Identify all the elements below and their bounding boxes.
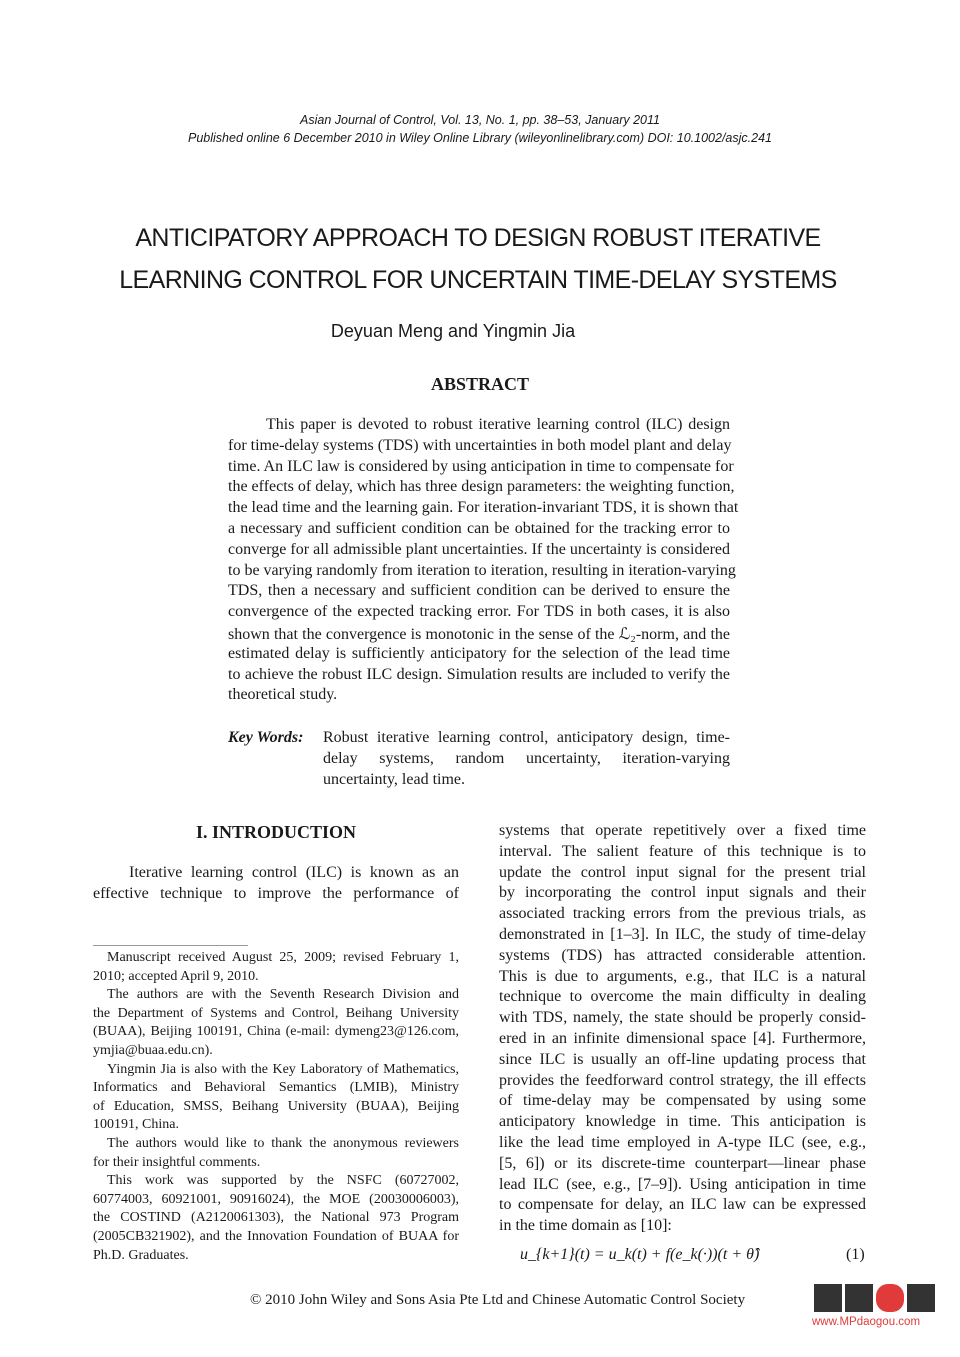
- intro-line: of time-delay may be compensated by using some: [499, 1092, 866, 1110]
- logo-url: www.MPdaogou.com: [812, 1316, 921, 1328]
- footnote-line: of Education, SMSS, Beihang University (BUAA), Beijing: [93, 1098, 459, 1114]
- keywords-line: uncertainty, lead time.: [323, 770, 466, 788]
- keywords-label: Key Words:: [228, 729, 304, 746]
- abstract-line: to be varying randomly from iteration to iteration, resulting in iteration-varying: [228, 561, 736, 579]
- abstract-line: estimated delay is sufficiently anticipatory for the selection of the lead time: [228, 644, 730, 662]
- intro-line: anticipatory knowledge in time. This anticipation is: [499, 1113, 866, 1131]
- paper-title-line-2: LEARNING CONTROL FOR UNCERTAIN TIME-DELAY SYSTEMS: [119, 266, 837, 294]
- footnote-line: ymjia@buaa.edu.cn).: [93, 1043, 213, 1058]
- equation-number: (1): [846, 1246, 865, 1263]
- footnote-line: Manuscript received August 25, 2009; revised February 1,: [107, 950, 459, 965]
- abstract-heading: ABSTRACT: [430, 374, 530, 394]
- abstract-line: the effects of delay, which has three design parameters: the weighting function,: [228, 478, 735, 496]
- intro-line: ered in an infinite dimensional space [4]. Furthermore,: [499, 1030, 866, 1047]
- keywords-line: delay systems, random uncertainty, iteration-varying: [323, 749, 730, 767]
- abstract-line: converge for all admissible plant uncertainties. If the uncertainty is considered: [228, 540, 730, 558]
- footnote-line: for their insightful comments.: [93, 1154, 261, 1170]
- journal-citation: Asian Journal of Control, Vol. 13, No. 1, pp. 38–53, January 2011: [300, 113, 660, 127]
- footnote-line: The authors are with the Seventh Research Division and: [107, 987, 459, 1003]
- abstract-line: TDS, then a necessary and sufficient condition can be derived to ensure the: [228, 582, 730, 600]
- section-heading-introduction: I. INTRODUCTION: [195, 822, 357, 842]
- footnote-line: 60774003, 60921001, 90916024), the MOE (20030006003),: [93, 1191, 459, 1207]
- footnote-line: The authors would like to thank the anonymous reviewers: [107, 1136, 459, 1151]
- intro-line: systems that operate repetitively over a fixed time: [499, 822, 866, 839]
- abstract-line: This paper is devoted to robust iterative learning control (ILC) design: [266, 416, 730, 433]
- intro-line: in the time domain as [10]:: [499, 1217, 672, 1235]
- footnote-line: (2005CB321902), and the Innovation Foundation of BUAA for: [93, 1229, 459, 1244]
- abstract-line: theoretical study.: [228, 686, 338, 704]
- intro-line: since ILC is usually an off-line updating process that: [499, 1050, 866, 1068]
- intro-line: demonstrated in [1–3]. In ILC, the study of time-delay: [499, 926, 866, 943]
- footnote-line: This work was supported by the NSFC (60727002,: [107, 1173, 459, 1189]
- intro-line: lead ILC (see, e.g., [7–9]). Using anticipation in time: [499, 1175, 866, 1193]
- footnote-line: 2010; accepted April 9, 2010.: [93, 968, 259, 984]
- intro-line: associated tracking errors from the previous trials, as: [499, 905, 866, 923]
- keywords-line: Robust iterative learning control, anticipatory design, time-: [323, 729, 730, 746]
- footnote-line: Informatics and Behavioral Semantics (LMIB), Ministry: [93, 1080, 459, 1096]
- mpdaogou-logo: [812, 1284, 938, 1336]
- footnote-line: Ph.D. Graduates.: [93, 1247, 189, 1263]
- authors: Deyuan Meng and Yingmin Jia: [330, 321, 576, 341]
- equation-1: u_{k+1}(t) = u_k(t) + f(e_k(·))(t + θ̂): [520, 1246, 760, 1263]
- intro-line: effective technique to improve the performance of: [93, 884, 459, 902]
- intro-line: Iterative learning control (ILC) is known as an: [129, 864, 459, 881]
- intro-line: technique to overcome the main difficulty in dealing: [499, 988, 866, 1006]
- footnote-divider: [93, 945, 248, 946]
- abstract-line: for time-delay systems (TDS) with uncertainties in both model plant and delay: [228, 436, 732, 454]
- intro-line: to compensate for delay, an ILC law can be expressed: [499, 1196, 866, 1214]
- publication-info: Published online 6 December 2010 in Wiley Online Library (wileyonlinelibrary.com) DOI: 10.1002/asjc.241: [188, 131, 772, 145]
- intro-line: interval. The salient feature of this technique is to: [499, 842, 866, 860]
- intro-line: update the control input signal for the present trial: [499, 863, 866, 881]
- footnote-line: 100191, China.: [93, 1117, 179, 1133]
- logo-mark: [814, 1284, 938, 1312]
- footnote-line: the COSTIND (A2120061303), the National 973 Program: [93, 1210, 459, 1226]
- intro-line: provides the feedforward control strategy, the ill effects: [499, 1071, 866, 1089]
- intro-line: This is due to arguments, e.g., that ILC is a natural: [499, 967, 866, 985]
- copyright-notice: © 2010 John Wiley and Sons Asia Pte Ltd and Chinese Automatic Control Society: [250, 1292, 746, 1308]
- intro-line: with TDS, namely, the state should be properly consid-: [499, 1009, 866, 1027]
- abstract-line: shown that the convergence is monotonic in the sense of the ℒ₂-norm, and the: [228, 626, 730, 643]
- abstract-line: time. An ILC law is considered by using anticipation in time to compensate for: [228, 457, 734, 475]
- footnote-line: Yingmin Jia is also with the Key Laboratory of Mathematics,: [107, 1061, 459, 1077]
- abstract-line: to achieve the robust ILC design. Simulation results are included to verify the: [228, 665, 730, 683]
- abstract-line: a necessary and sufficient condition can be obtained for the tracking error to: [228, 520, 730, 537]
- abstract-line: convergence of the expected tracking error. For TDS in both cases, it is also: [228, 603, 730, 621]
- abstract-line: the lead time and the learning gain. For iteration-invariant TDS, it is shown that: [228, 499, 739, 517]
- intro-line: [5, 6]) or its discrete-time counterpart—linear phase: [499, 1154, 866, 1172]
- footnote-line: the Department of Systems and Control, Beihang University: [93, 1005, 459, 1021]
- footnote-line: (BUAA), Beijing 100191, China (e-mail: dymeng23@126.com,: [93, 1024, 459, 1040]
- intro-line: systems (TDS) has attracted considerable attention.: [499, 946, 866, 964]
- paper-title-line-1: ANTICIPATORY APPROACH TO DESIGN ROBUST ITERATIVE: [135, 224, 821, 252]
- intro-line: like the lead time employed in A-type ILC (see, e.g.,: [499, 1134, 866, 1151]
- intro-line: by incorporating the control input signals and their: [499, 884, 866, 902]
